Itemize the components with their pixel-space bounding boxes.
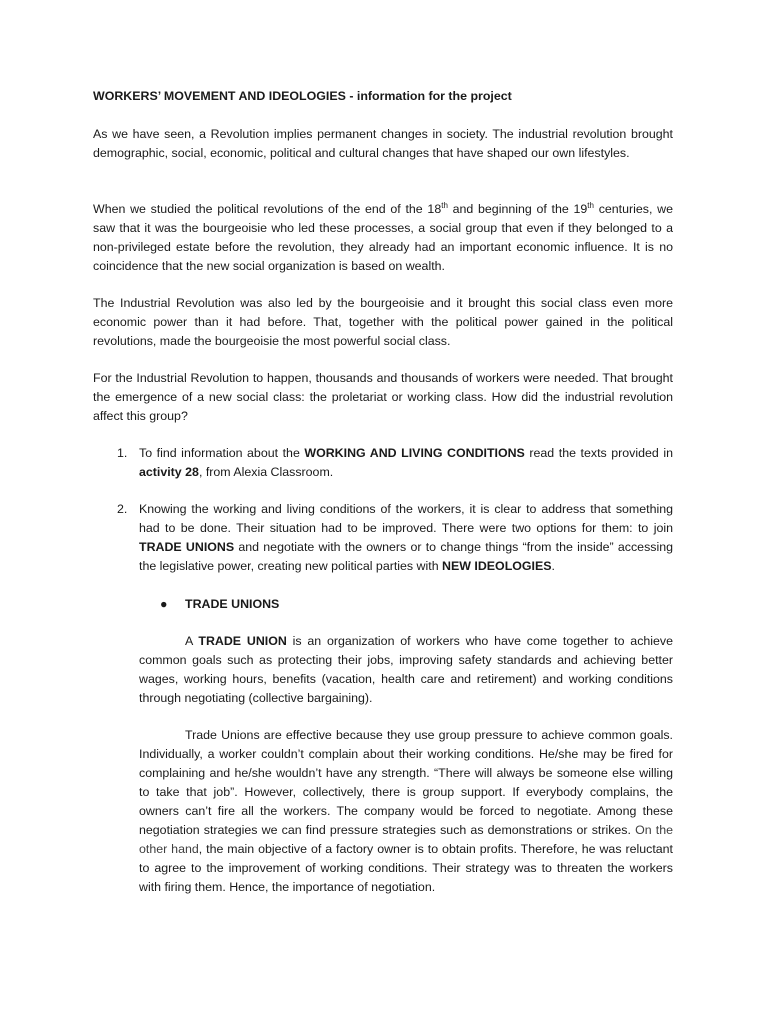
item2-text-c: and negotiate with the owners or to change things “from the inside” accessing the legislative power, creating new political parties with [139,540,673,573]
item2-text-e: . [551,559,555,573]
subheading-trade-unions: TRADE UNIONS [185,597,280,611]
paragraph-trade-union-effectiveness [139,726,673,897]
tu1-text-c: is an organization of workers who have come together to achieve common goals such as protecting their jobs, improving safety standards and achieving better wages, working hours, benefits (vacation, health care and retirement) and working conditions through negotiating (collective bargaining). [139,634,674,705]
p2-text-b: and beginning of the 19 [447,202,588,216]
document-title: WORKERS’ MOVEMENT AND IDEOLOGIES - information for the project [93,89,512,103]
p2-text-a: When we studied the political revolutions of the end of the 18 [93,202,442,216]
paragraph-trade-union-definition [139,632,673,708]
tu2-text-other-hand: On the other hand [139,823,673,856]
item2-bold-trade-unions: TRADE UNIONS [139,540,235,554]
list-item-2 [139,500,673,576]
list-number-1: 1. [117,446,128,460]
tu2-text-a: Trade Unions are effective because they use group pressure to achieve common goals. Individually, a worker couldn’t complain about their working conditions. He/she may be fired for complaining and he/she wouldn’t have any strength. “There will always be someone else willing to take that job”. However, collectively, there is group support. If everybody complains, the owners can’t fire all the workers. The company would be forced to negotiate. Among these negotiation strategies we can find pressure strategies such as demonstrations or strikes. [139,728,673,837]
item1-text-a: To find information about the [139,446,305,460]
tu1-text-a: A [185,634,199,648]
tu1-bold-trade-union: TRADE UNION [198,634,287,648]
p2-sup-1: th [441,201,448,210]
tu2-text-c: , the main objective of a factory owner is to obtain profits. Therefore, he was reluctant to agree to the improvement of working conditions. Their strategy was to threaten the workers with firing them. Hence, the importance of negotiation. [139,842,673,894]
paragraph-revolution-intro: As we have seen, a Revolution implies permanent changes in society. The industrial revolution brought demographic, social, economic, political and cultural changes that have shaped our own lifestyles. [93,127,673,160]
item1-bold-activity: activity 28 [139,465,199,479]
p2-text-c: centuries, we saw that it was the bourgeoisie who led these processes, a social group that even if they belonged to a non-privileged estate before the revolution, they already had an important economic influence. It is no coincidence that the new social organization is based on wealth. [93,202,673,273]
item2-text-a: Knowing the working and living conditions of the workers, it is clear to address that something had to be done. Their situation had to be improved. There were two options for them: to join [139,502,673,535]
list-number-2: 2. [117,502,128,516]
paragraph-working-class: For the Industrial Revolution to happen, thousands and thousands of workers were needed. That brought the emergence of a new social class: the proletariat or working class. How did the industrial revolution affect this group? [93,371,673,423]
p2-sup-2: th [587,201,594,210]
item1-text-c: read the texts provided in [524,446,674,460]
list-item-1 [139,444,673,482]
paragraph-bourgeoisie: The Industrial Revolution was also led by the bourgeoisie and it brought this social class even more economic power than it had before. That, together with the political power gained in the political revolutions, made the bourgeoisie the most powerful social class. [93,296,673,348]
item2-bold-ideologies: NEW IDEOLOGIES [442,559,552,573]
item1-bold-conditions: WORKING AND LIVING CONDITIONS [304,446,525,460]
item1-text-e: , from Alexia Classroom. [198,465,334,479]
paragraph-political-revolutions [93,200,673,276]
bullet-icon: ● [160,597,168,611]
